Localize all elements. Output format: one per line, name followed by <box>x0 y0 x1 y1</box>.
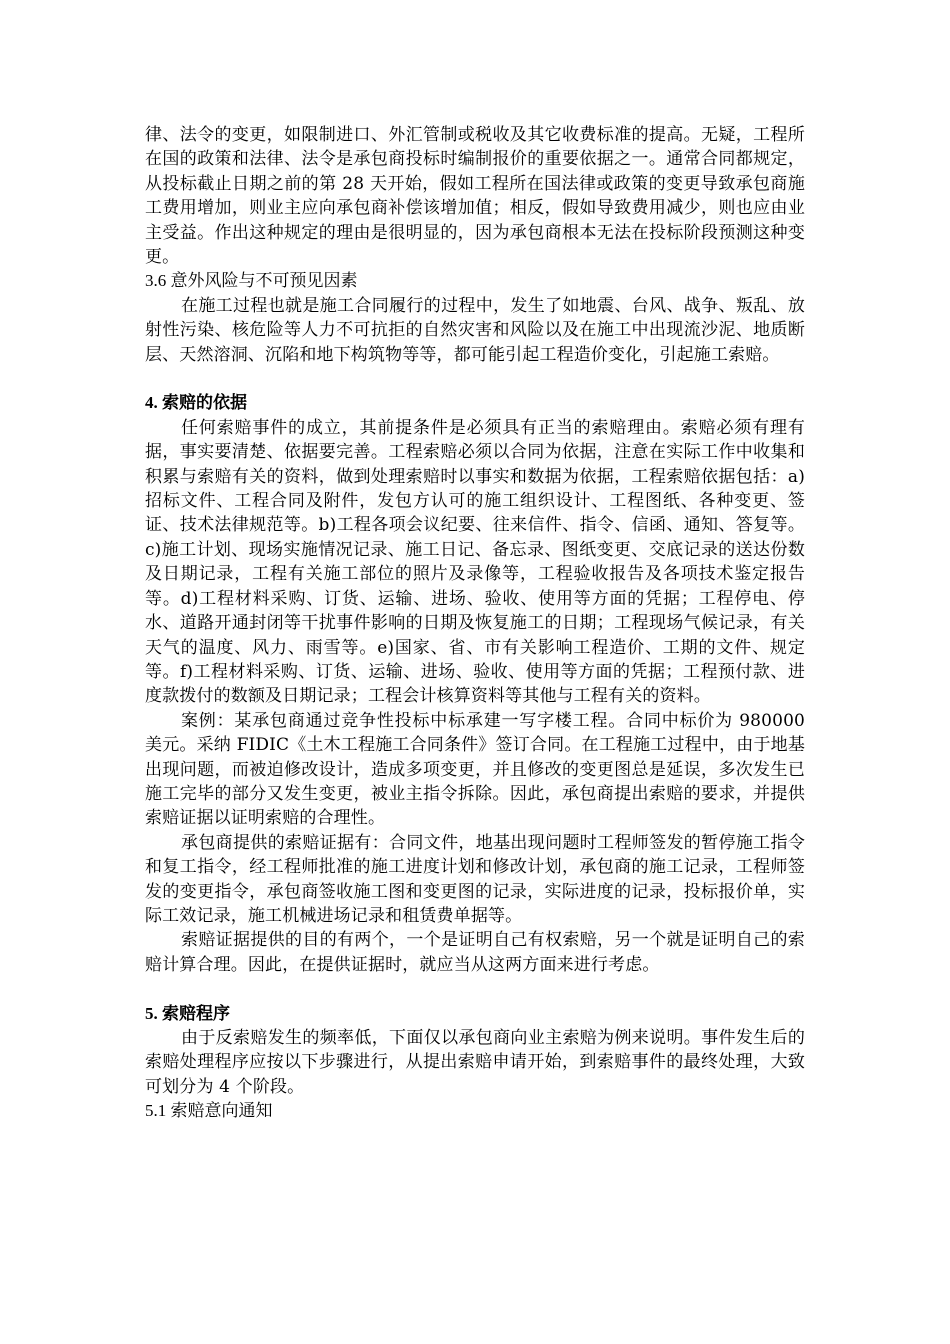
section-heading-5: 5. 索赔程序 <box>145 1003 230 1023</box>
subsection-heading-3-6: 3.6 意外风险与不可预见因素 <box>145 271 358 291</box>
body-paragraph: 索赔证据提供的目的有两个，一个是证明自己有权索赔，另一个就是证明自己的索赔计算合理。因此，在提供证据时，就应当从这两方面来进行考虑。 <box>145 930 805 975</box>
section-heading-4: 4. 索赔的依据 <box>145 393 247 413</box>
body-paragraph: 承包商提供的索赔证据有：合同文件，地基出现问题时工程师签发的暂停施工指令和复工指令，经工程师批准的施工进度计划和修改计划，承包商的施工记录，工程师签发的变更指令，承包商签收施工图和变更图的记录，实际进度的记录，投标报价单，实际工效记录，施工机械进场记录和租赁费单据等。 <box>145 832 805 926</box>
subsection-heading-5-1: 5.1 索赔意向通知 <box>145 1101 273 1121</box>
body-paragraph: 案例：某承包商通过竞争性投标中标承建一写字楼工程。合同中标价为 980000 美元。采纳 FIDIC《土木工程施工合同条件》签订合同。在工程施工过程中，由于地基出现问题，而被迫修改设计，造成多项变更，并且修改的变更图总是延误，多次发生已施工完毕的部分又发生变更，被业主指令拆除。因此，承包商提出索赔的要求，并提供索赔证据以证明索赔的合理性。 <box>145 710 805 829</box>
body-paragraph: 任何索赔事件的成立，其前提条件是必须具有正当的索赔理由。索赔必须有理有据，事实要清楚、依据要完善。工程索赔必须以合同为依据，注意在实际工作中收集和积累与索赔有关的资料，做到处理索赔时以事实和数据为依据，工程索赔依据包括：a)招标文件、工程合同及附件，发包方认可的施工组织设计、工程图纸、各种变更、签证、技术法律规范等。b)工程各项会议纪要、往来信件、指令、信函、通知、答复等。c)施工计划、现场实施情况记录、施工日记、备忘录、图纸变更、交底记录的送达份数及日期记录，工程有关施工部位的照片及录像等，工程验收报告及各项技术鉴定报告等。d)工程材料采购、订货、运输、进场、验收、使用等方面的凭据；工程停电、停水、道路开通封闭等干扰事件影响的日期及恢复施工的日期；工程现场气候记录，有关天气的温度、风力、雨雪等。e)国家、省、市有关影响工程造价、工期的文件、规定等。f)工程材料采购、订货、运输、进场、验收、使用等方面的凭据；工程预付款、进度款拨付的数额及日期记录；工程会计核算资料等其他与工程有关的资料。 <box>145 417 805 707</box>
body-paragraph: 由于反索赔发生的频率低，下面仅以承包商向业主索赔为例来说明。事件发生后的索赔处理程序应按以下步骤进行，从提出索赔申请开始，到索赔事件的最终处理，大致可划分为 4 个阶段。 <box>145 1028 805 1097</box>
body-paragraph: 律、法令的变更，如限制进口、外汇管制或税收及其它收费标准的提高。无疑，工程所在国的政策和法律、法令是承包商投标时编制报价的重要依据之一。通常合同都规定，从投标截止日期之前的第 28 天开始，假如工程所在国法律或政策的变更导致承包商施工费用增加，则业主应向承包商补偿该增加值；相反，假如导致费用减少，则也应由业主受益。作出这种规定的理由是很明显的，因为承包商根本无法在投标阶段预测这种变更。 <box>145 125 805 268</box>
document-page <box>145 123 805 1124</box>
body-paragraph: 在施工过程也就是施工合同履行的过程中，发生了如地震、台风、战争、叛乱、放射性污染、核危险等人力不可抗拒的自然灾害和风险以及在施工中出现流沙泥、地质断层、天然溶洞、沉陷和地下构筑物等等，都可能引起工程造价变化，引起施工索赔。 <box>145 295 805 365</box>
